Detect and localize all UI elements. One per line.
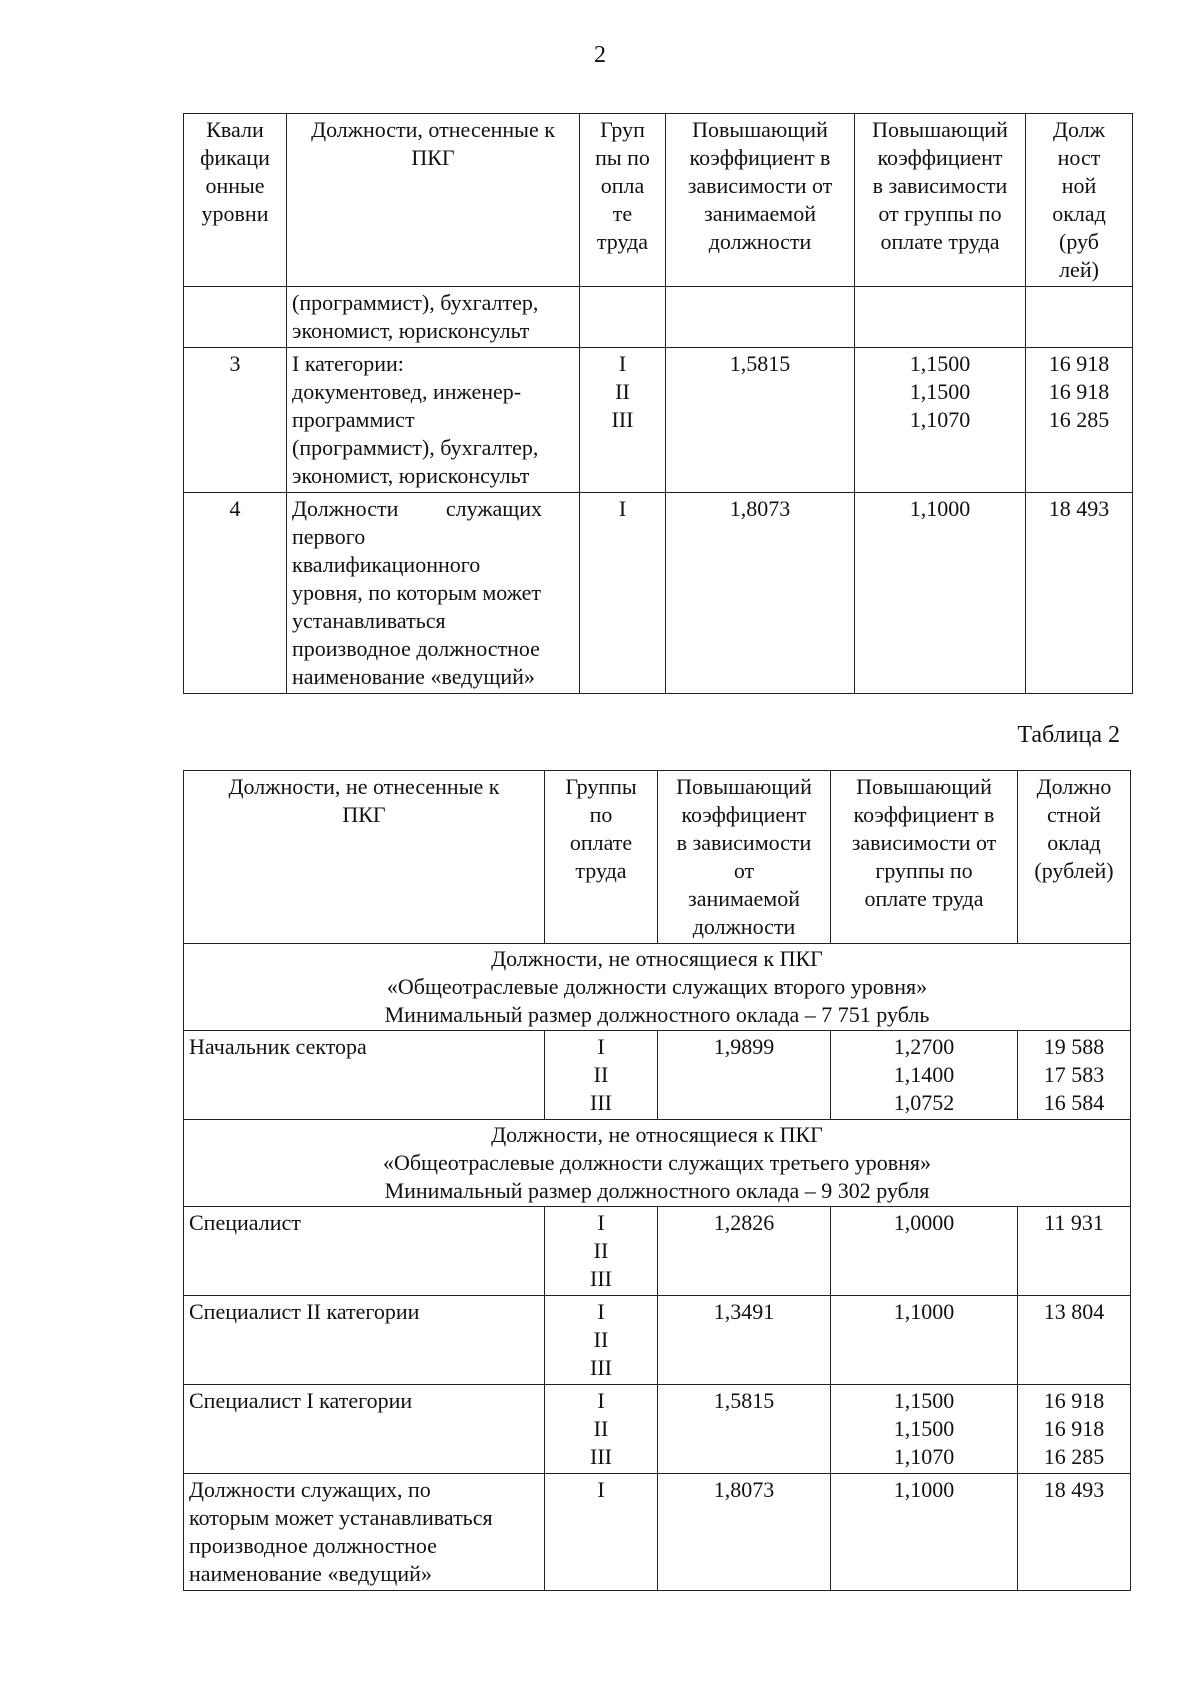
- section-heading-row: [184, 1120, 1131, 1207]
- groups-cell: I II III: [545, 1207, 658, 1296]
- groups-cell: I: [545, 1474, 658, 1591]
- position-coefficient-cell: 1,2826: [658, 1207, 831, 1296]
- qualification-levels-table: [183, 113, 1133, 694]
- table-row: [184, 287, 1133, 348]
- groups-cell: I: [580, 493, 666, 694]
- salary-cell: 16 918 16 918 16 285: [1018, 1385, 1131, 1474]
- table-row: [184, 1207, 1131, 1296]
- position-coefficient-cell: 1,5815: [666, 348, 855, 493]
- group-coefficient-cell: 1,0000: [831, 1207, 1018, 1296]
- header-qualification-levels: Квали фикаци онные уровни: [184, 114, 287, 287]
- table2-header-row: [184, 771, 1131, 944]
- section-heading-second-level: Должности, не относящиеся к ПКГ «Общеотраслевые должности служащих второго уровня» Минимальный размер должностного оклада – 7 751 рубль: [184, 944, 1131, 1031]
- groups-cell: I II III: [580, 348, 666, 493]
- section-heading-third-level: Должности, не относящиеся к ПКГ «Общеотраслевые должности служащих третьего уровня» Минимальный размер должностного оклада – 9 302 рубля: [184, 1120, 1131, 1207]
- salary-cell: 13 804: [1018, 1296, 1131, 1385]
- header-pay-groups: Груп пы по опла те труда: [580, 114, 666, 287]
- salary-cell: 18 493: [1018, 1474, 1131, 1591]
- group-coefficient-cell: 1,1000: [831, 1296, 1018, 1385]
- salary-cell: 18 493: [1026, 493, 1133, 694]
- table-row: [184, 348, 1133, 493]
- table-row: [184, 1031, 1131, 1120]
- header-position-coefficient: Повышающий коэффициент в зависимости от занимаемой должности: [658, 771, 831, 944]
- header-position-coefficient: Повышающий коэффициент в зависимости от занимаемой должности: [666, 114, 855, 287]
- table-row: [184, 1385, 1131, 1474]
- header-positions: Должности, отнесенные к ПКГ: [287, 114, 580, 287]
- position-cell: Специалист II категории: [184, 1296, 545, 1385]
- table-row: [184, 493, 1133, 694]
- salary-cell: 19 588 17 583 16 584: [1018, 1031, 1131, 1120]
- header-positions: Должности, не отнесенные к ПКГ: [184, 771, 545, 944]
- group-coefficient-cell: [855, 287, 1026, 348]
- position-cell: Должности служащих, по которым может устанавливаться производное должностное наименование «ведущий»: [184, 1474, 545, 1591]
- position-coefficient-cell: 1,8073: [666, 493, 855, 694]
- group-coefficient-cell: 1,2700 1,1400 1,0752: [831, 1031, 1018, 1120]
- group-coefficient-cell: 1,1000: [831, 1474, 1018, 1591]
- position-coefficient-cell: [666, 287, 855, 348]
- header-group-coefficient: Повышающий коэффициент в зависимости от группы по оплате труда: [855, 114, 1026, 287]
- position-coefficient-cell: 1,3491: [658, 1296, 831, 1385]
- positions-cell: (программист), бухгалтер, экономист, юрисконсульт: [287, 287, 580, 348]
- header-salary: Долж ност ной оклад (руб лей): [1026, 114, 1133, 287]
- table-row: [184, 1296, 1131, 1385]
- salary-cell: 16 918 16 918 16 285: [1026, 348, 1133, 493]
- groups-cell: I II III: [545, 1296, 658, 1385]
- groups-cell: [580, 287, 666, 348]
- header-group-coefficient: Повышающий коэффициент в зависимости от группы по оплате труда: [831, 771, 1018, 944]
- group-coefficient-cell: 1,1500 1,1500 1,1070: [831, 1385, 1018, 1474]
- table1-header-row: [184, 114, 1133, 287]
- positions-cell: Должности служащих первого квалификационного уровня, по которым может устанавливаться производное должностное наименование «ведущий»: [287, 493, 580, 694]
- level-cell: 4: [184, 493, 287, 694]
- position-coefficient-cell: 1,9899: [658, 1031, 831, 1120]
- groups-cell: I II III: [545, 1385, 658, 1474]
- group-coefficient-cell: 1,1500 1,1500 1,1070: [855, 348, 1026, 493]
- position-cell: Специалист: [184, 1207, 545, 1296]
- salary-cell: 11 931: [1018, 1207, 1131, 1296]
- header-salary: Должно стной оклад (рублей): [1018, 771, 1131, 944]
- groups-cell: I II III: [545, 1031, 658, 1120]
- positions-cell: I категории: документовед, инженер- программист (программист), бухгалтер, экономист, юрисконсульт: [287, 348, 580, 493]
- table2-caption: Таблица 2: [1017, 722, 1120, 748]
- group-coefficient-cell: 1,1000: [855, 493, 1026, 694]
- header-pay-groups: Группы по оплате труда: [545, 771, 658, 944]
- salary-cell: [1026, 287, 1133, 348]
- position-cell: Специалист I категории: [184, 1385, 545, 1474]
- page-number: 2: [594, 42, 606, 68]
- positions-not-in-pkg-table: [183, 770, 1131, 1591]
- position-coefficient-cell: 1,5815: [658, 1385, 831, 1474]
- position-coefficient-cell: 1,8073: [658, 1474, 831, 1591]
- position-cell: Начальник сектора: [184, 1031, 545, 1120]
- level-cell: 3: [184, 348, 287, 493]
- table-row: [184, 1474, 1131, 1591]
- section-heading-row: [184, 944, 1131, 1031]
- level-cell: [184, 287, 287, 348]
